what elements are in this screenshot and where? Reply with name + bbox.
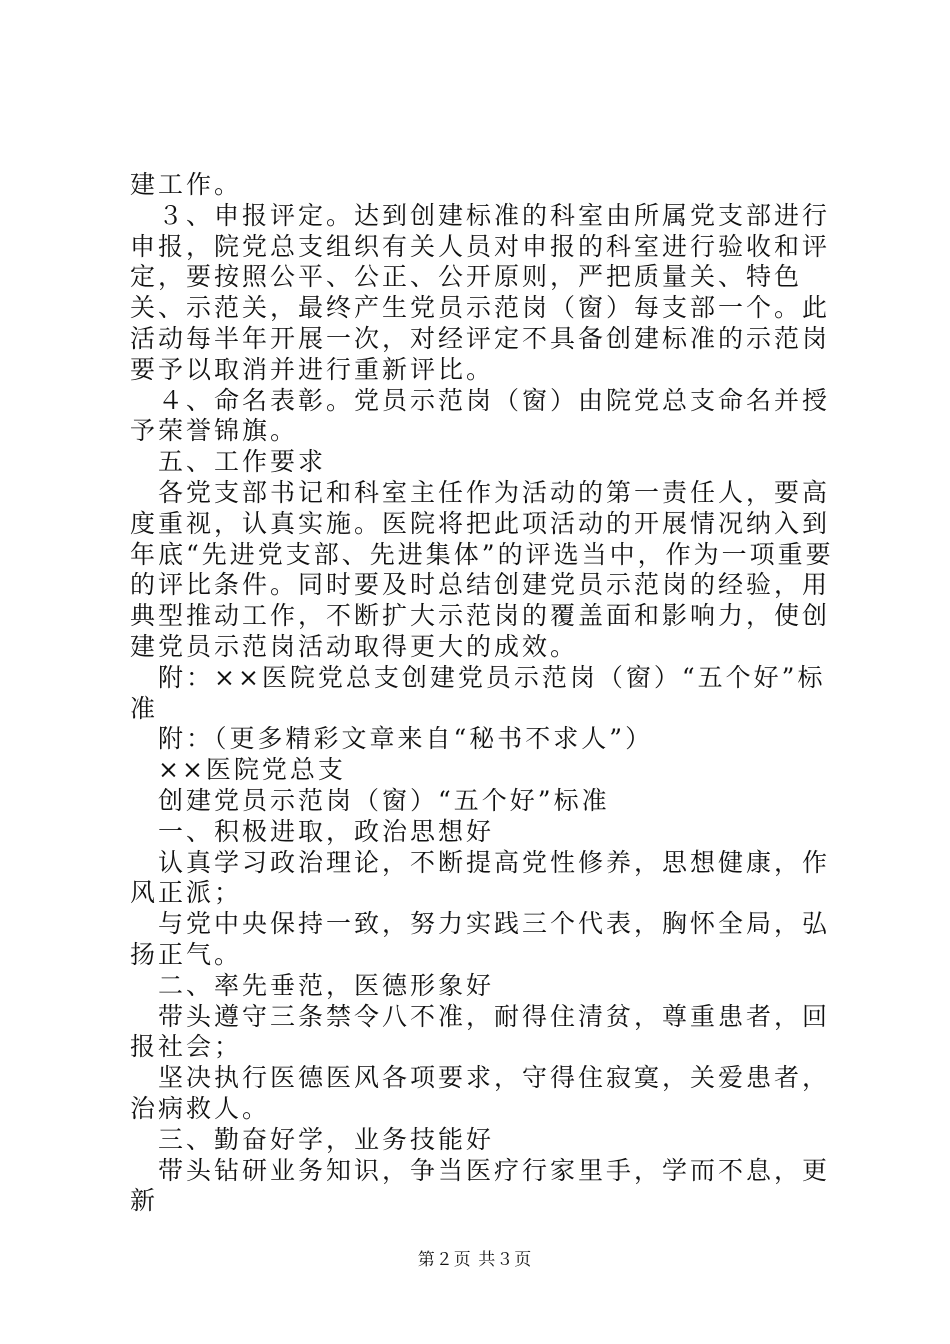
section-heading: 五、工作要求 [130, 447, 327, 477]
attachment-note: 附：（更多精彩文章来自“秘书不求人”） [130, 724, 654, 754]
paragraph: ３、申报评定。达到创建标准的科室由所属党支部进行申报，院党总支组织有关人员对申报的科室进行验收和评定，要按照公平、公正、公开原则，严把质量关、特色关、示范关，最终产生党员示范岗（窗）每支部一个。此活动每半年开展一次，对经评定不具备创建标准的示范岗要予以取消并进行重新评比。 [130, 200, 831, 384]
paragraph: 认真学习政治理论，不断提高党性修养，思想健康，作风正派； [130, 847, 831, 908]
paragraph: 各党支部书记和科室主任作为活动的第一责任人，要高度重视，认真实施。医院将把此项活动的开展情况纳入到年底“先进党支部、先进集体”的评选当中，作为一项重要的评比条件。同时要及时总结创建党员示范岗的经验，用典型推动工作，不断扩大示范岗的覆盖面和影响力，使创建党员示范岗活动取得更大的成效。 [130, 477, 834, 661]
paragraph: 建工作。 [130, 170, 243, 199]
paragraph: 带头钻研业务知识，争当医疗行家里手，学而不息，更新 [130, 1155, 831, 1216]
paragraph: ４、命名表彰。党员示范岗（窗）由院党总支命名并授予荣誉锦旗。 [130, 385, 831, 446]
document-body [130, 170, 835, 1217]
page-number: 第２页 共３页 [417, 1250, 533, 1270]
organization-name: ××医院党总支 [130, 755, 346, 785]
paragraph: 带头遵守三条禁令八不准，耐得住清贫，尊重患者，回报社会； [130, 1001, 831, 1062]
paragraph: 坚决执行医德医风各项要求，守得住寂寞，关爱患者，治病救人。 [130, 1063, 831, 1123]
attachment-note: 附：××医院党总支创建党员示范岗（窗）“五个好”标准 [130, 662, 826, 723]
standard-title: 创建党员示范岗（窗）“五个好”标准 [130, 785, 610, 815]
section-heading: 一、积极进取，政治思想好 [130, 816, 495, 846]
section-heading: 二、率先垂范，医德形象好 [130, 970, 495, 1000]
section-heading: 三、勤奋好学，业务技能好 [130, 1124, 495, 1154]
paragraph: 与党中央保持一致，努力实践三个代表，胸怀全局，弘扬正气。 [130, 909, 831, 969]
page-footer [0, 1245, 950, 1270]
